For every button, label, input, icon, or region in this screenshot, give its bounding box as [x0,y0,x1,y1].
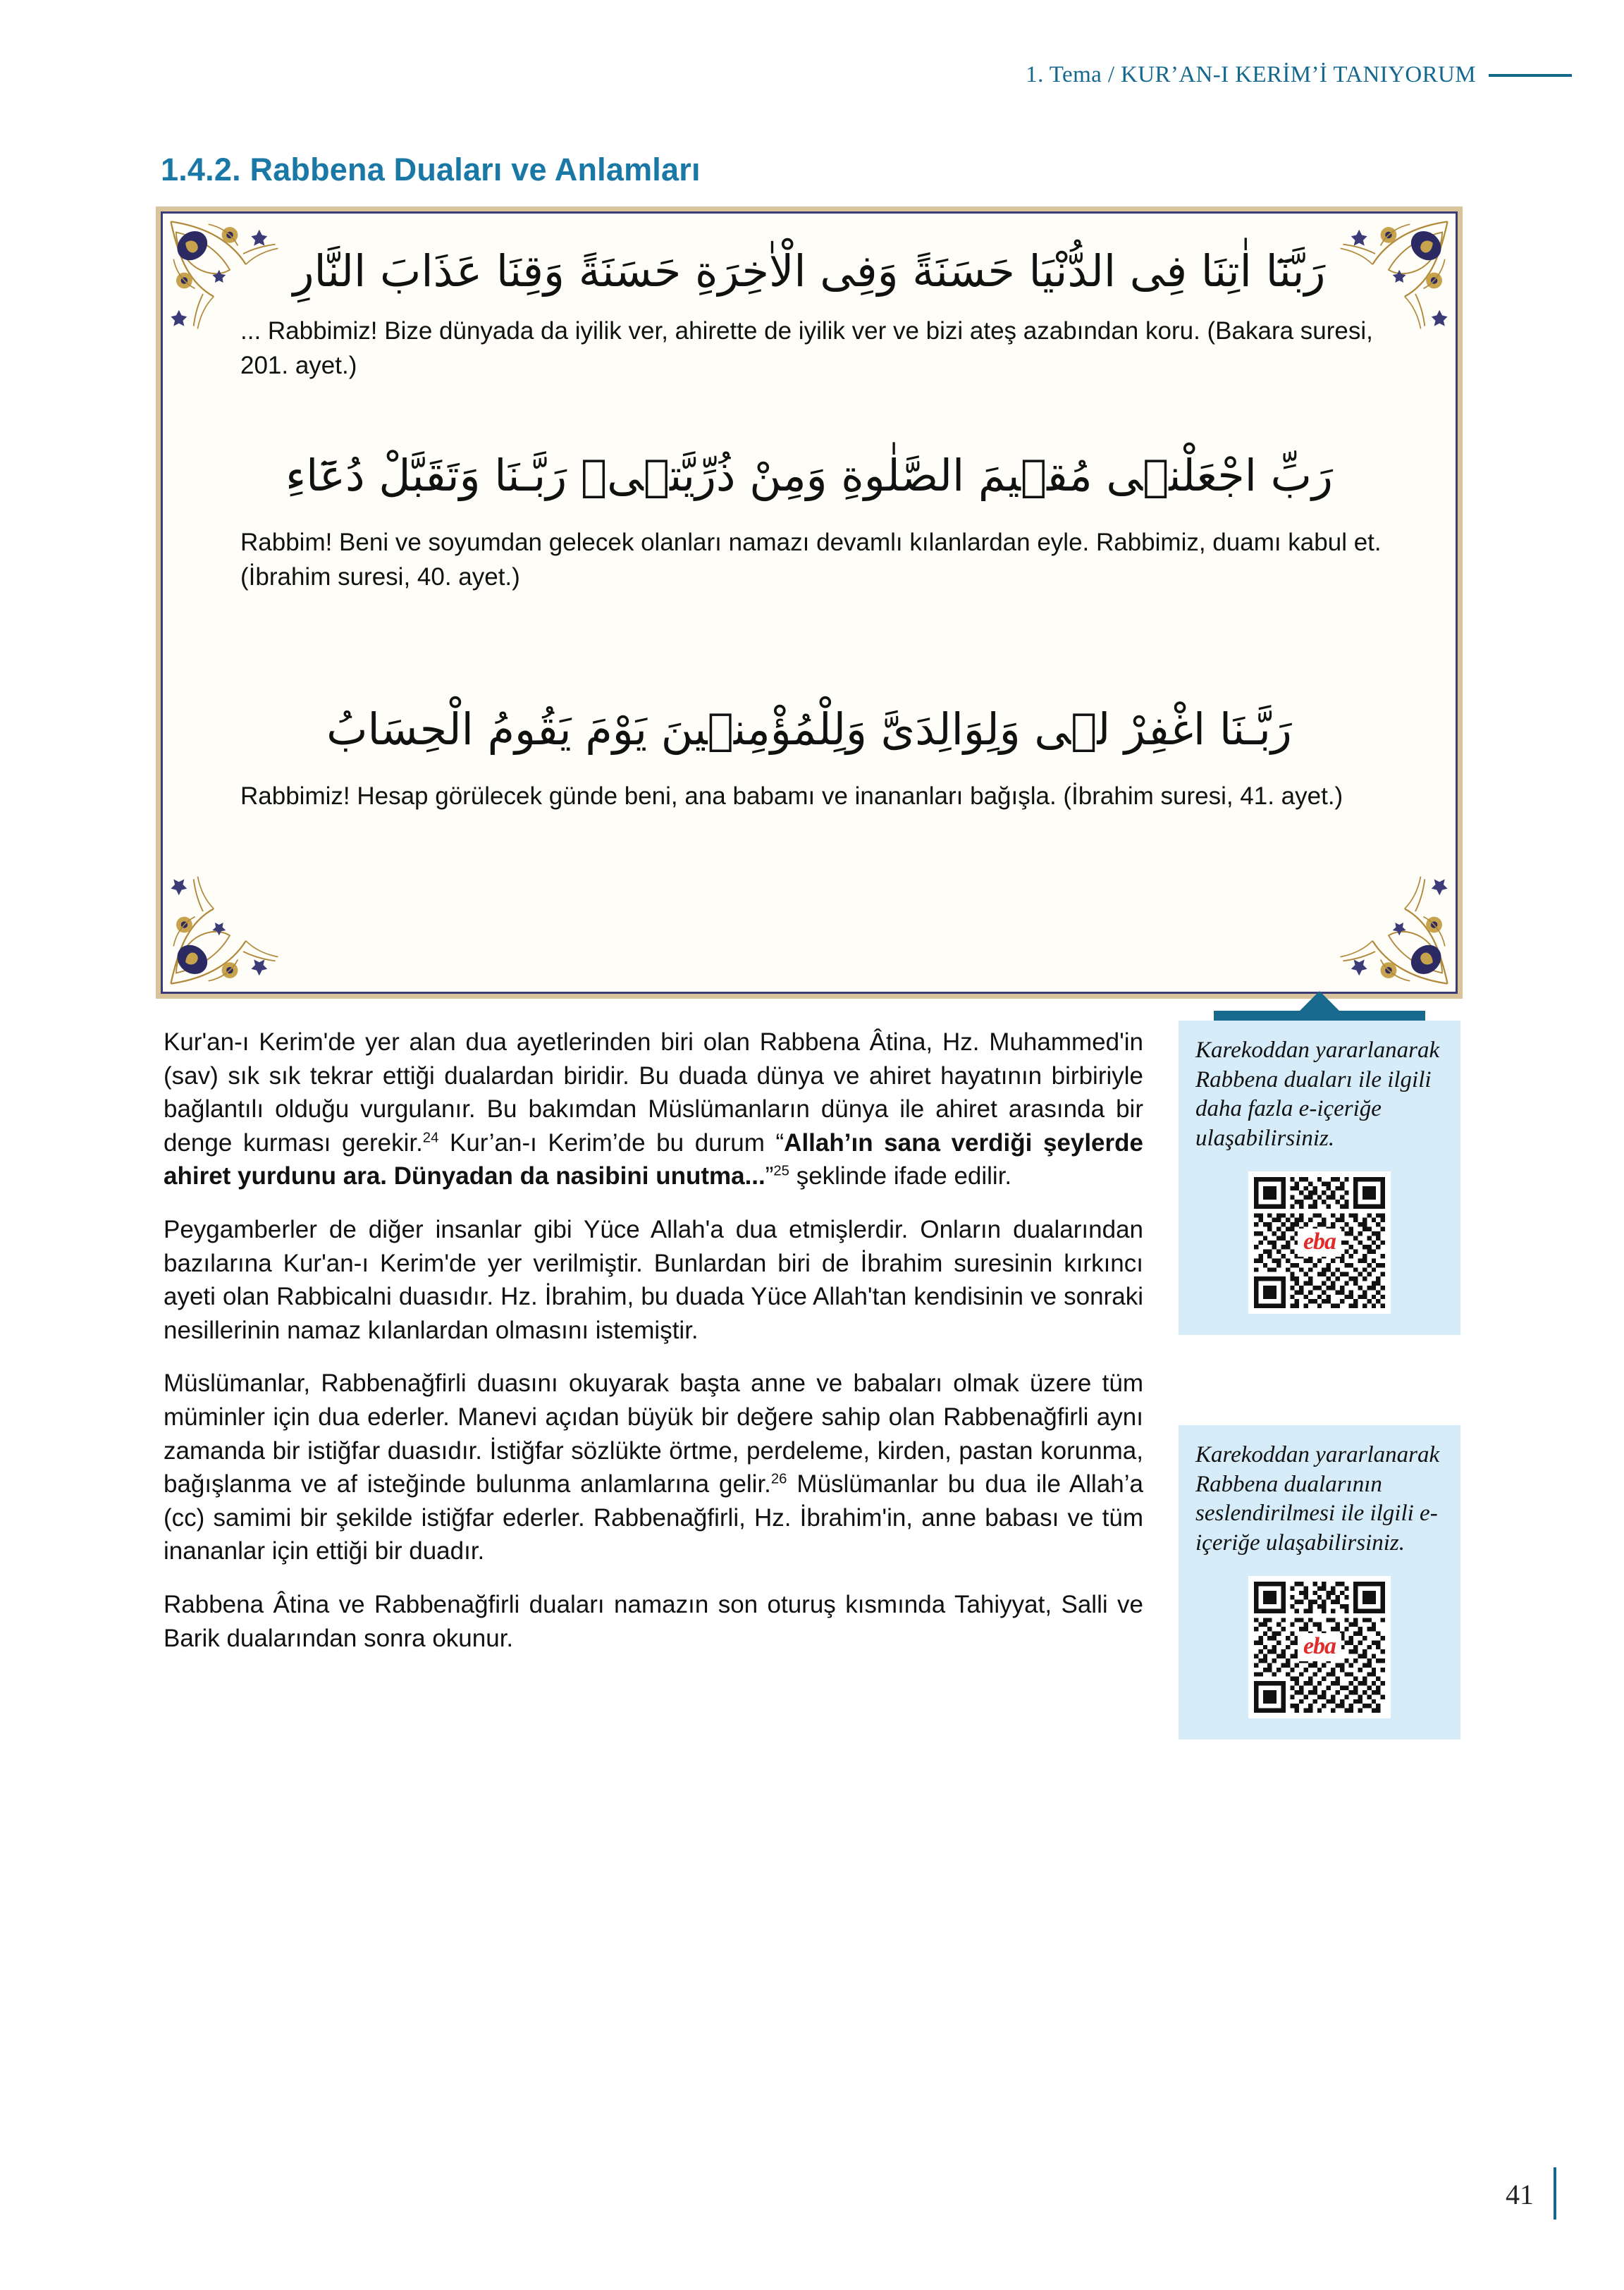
body-paragraph [164,1367,1143,1568]
eba-logo: eba [1298,1229,1341,1257]
qr-info-text: Karekoddan yararlanarak Rabbena dualarının seslendirilmesi ile ilgili e-içeriğe ulaşabilirsiniz. [1195,1442,1440,1556]
ayet-item [163,700,1456,813]
running-header [1026,62,1572,88]
ayet-arabic-text: رَبَّـنَا اغْفِرْ لٖى وَلِوَالِدَىَّ وَلِلْمُؤْمِنٖينَ يَوْمَ يَقُومُ الْحِسَابُ [326,703,1292,755]
body-paragraph [164,1588,1143,1655]
qr-code[interactable] [1248,1576,1391,1718]
ayet-translation-text: Rabbim! Beni ve soyumdan gelecek olanları namazı devamlı kılanlardan eyle. Rabbimiz, duamı kabul et. (İbrahim suresi, 40. ayet.) [240,528,1382,591]
emphasis-text: Allah’ın sana verdiği şeylerde ahiret yurdunu ara. Dünyadan da nasibini unutma... [164,1128,1143,1190]
footnote-marker: 25 [773,1163,789,1179]
qr-info-box-body [1179,1021,1460,1335]
eba-logo: eba [1298,1633,1341,1661]
page-title: 1.4.2. Rabbena Duaları ve Anlamları [161,152,701,187]
callout-arrow-icon [1290,991,1349,1021]
run-text: Müslümanlar bu dua ile Allah’a (cc) samimi bir şekilde istiğfar ederler. Rabbenağfirli, Hz. İbrahim'in, anne babası ve tüm inananlar için ettiği bir duadır. [164,1470,1143,1565]
page-number: 41 [1506,2179,1534,2210]
qr-info-box [1179,1425,1460,1740]
page-number-rule [1554,2167,1556,2220]
ayet-arabic-text: رَبِّ اجْعَلْنٖى مُقٖيمَ الصَّلٰوةِ وَمِنْ ذُرِّيَّتٖىۗ رَبَّـنَا وَتَقَبَّلْ دُعَٓاءِ [285,450,1333,501]
run-text: Kur'an-ı Kerim'de yer alan dua ayetlerinden biri olan Rabbena Âtina, Hz. Muhammed'in (sav) sık sık tekrar ettiği dualardan biridir. Bu duada dünya ve ahiret hayatının birbiriyle bağlantılı olduğu vurgulanır. Bu bakımdan Müslümanların dünya ile ahiret arasında bir denge kurması gerekir. [164,1028,1143,1157]
body-paragraph [164,1026,1143,1193]
qr-info-text: Karekoddan yararlanarak Rabbena duaları ile ilgili daha fazla e-içeriğe ulaşabilirsiniz. [1195,1038,1440,1151]
running-header-rule [1489,74,1572,77]
body-paragraph [164,1213,1143,1347]
run-text: Rabbena Âtina ve Rabbenağfirli duaları namazın son oturuş kısmında Tahiyyat, Salli ve Barik dualarından sonra okunur. [164,1590,1143,1652]
run-text: Peygamberler de diğer insanlar gibi Yüce Allah'a dua etmişlerdir. Onların dualarından bazılarına Kur'an-ı Kerim'de yer verilmiştir. Bunlardan biri de İbrahim suresinin kırkıncı ayeti olan Rabbicalni duasıdır. Hz. İbrahim, bu duada Yüce Allah'tan kendisinin ve sonraki nesillerinin namaz kılanlardan olmasını istemiştir. [164,1215,1143,1344]
qr-code[interactable] [1248,1171,1391,1314]
run-text: ” [765,1162,774,1190]
body-text-column [164,1026,1143,1655]
ayet-translation-text: Rabbimiz! Hesap görülecek günde beni, ana babamı ve inananları bağışla. (İbrahim suresi, 41. ayet.) [240,782,1343,810]
qr-info-box-body [1179,1425,1460,1740]
running-header-text: 1. Tema / KUR’AN-I KERİM’İ TANIYORUM [1026,62,1476,87]
run-text: Kur’an-ı Kerim’de bu durum “ [438,1128,785,1157]
ayet-frame-inner [163,214,1456,992]
ornament-corner-icon [1322,858,1456,992]
qr-info-box [1179,1021,1460,1335]
ayet-item [163,446,1456,595]
ornament-corner-icon [163,858,297,992]
ayet-frame [161,211,1458,994]
ayet-item [163,242,1456,383]
ayet-arabic-text: رَبَّنَٓا اٰتِنَا فِى الدُّنْيَا حَسَنَةً وَفِى الْاٰخِرَةِ حَسَنَةً وَقِنَا عَذَابَ النَّارِ [293,245,1326,297]
run-text: Müslümanlar, Rabbenağfirli duasını okuyarak başta anne ve babaları olmak üzere tüm müminler için dua ederler. Manevi açıdan büyük bir değere sahip olan Rabbenağfirli aynı zamanda bir istiğfar duasıdır. İstiğfar sözlükte örtme, perdeleme, kirden, pastan korunma, bağışlanma ve af isteğinde bulunma anlamlarına gelir. [164,1369,1143,1498]
footnote-marker: 24 [422,1130,439,1146]
run-text: şeklinde ifade edilir. [789,1162,1012,1190]
footnote-marker: 26 [770,1471,787,1487]
ayet-translation-text: ... Rabbimiz! Bize dünyada da iyilik ver, ahirette de iyilik ver ve bizi ateş azabından koru. (Bakara suresi, 201. ayet.) [240,316,1373,380]
